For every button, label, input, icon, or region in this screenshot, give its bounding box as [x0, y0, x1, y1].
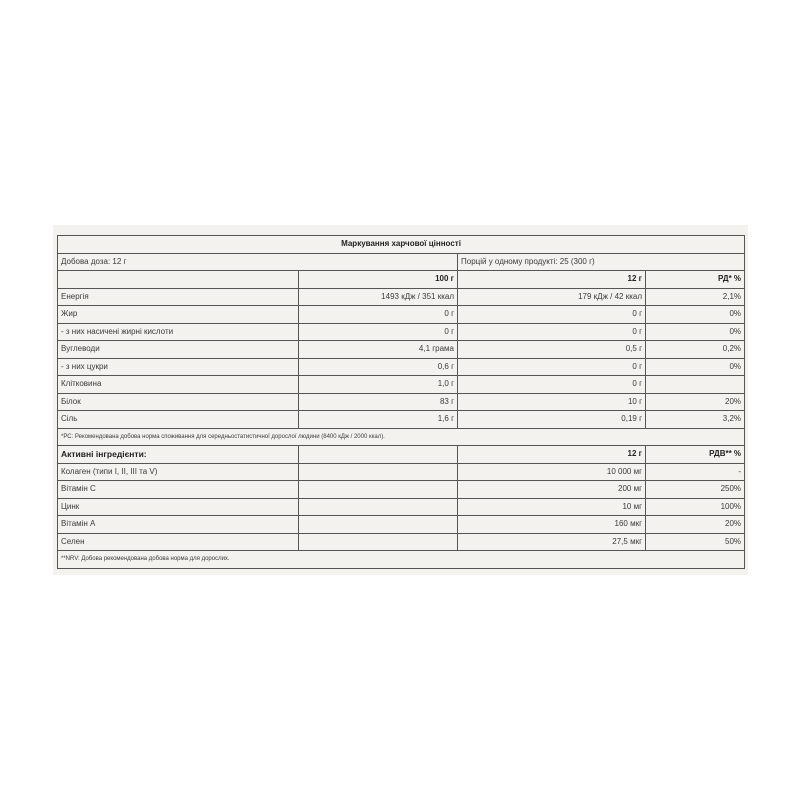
- servings-per-product: Порцій у одному продукті: 25 (300 г): [458, 253, 745, 271]
- table-row: [58, 341, 745, 359]
- value-per-12g: 0,19 г: [458, 411, 646, 429]
- ingredient-rdv: 100%: [646, 498, 745, 516]
- value-rd: 0,2%: [646, 341, 745, 359]
- table-row: [58, 323, 745, 341]
- ingredient-name: Вітамін А: [58, 516, 299, 534]
- header-empty: [58, 271, 299, 289]
- table-row: [58, 358, 745, 376]
- empty-cell: [299, 498, 458, 516]
- empty-cell: [299, 481, 458, 499]
- active-header-rdv-percent: РДВ** %: [646, 446, 745, 464]
- ingredient-per-12g: 160 мкг: [458, 516, 646, 534]
- nutrient-name: Сіль: [58, 411, 299, 429]
- value-per-100g: 0 г: [299, 323, 458, 341]
- value-per-100g: 0 г: [299, 306, 458, 324]
- table-row: [58, 411, 745, 429]
- table-row: [58, 533, 745, 551]
- value-per-100g: 1493 кДж / 351 ккал: [299, 288, 458, 306]
- value-per-12g: 179 кДж / 42 ккал: [458, 288, 646, 306]
- active-header-row: [58, 446, 745, 464]
- active-header-per-12g: 12 г: [458, 446, 646, 464]
- table-row: [58, 481, 745, 499]
- nutrient-name: Білок: [58, 393, 299, 411]
- nutrient-name: - з них цукри: [58, 358, 299, 376]
- daily-dose: Добова доза: 12 г: [58, 253, 458, 271]
- table-row: [58, 288, 745, 306]
- nrv-footnote: **NRV: Добова рекомендована добова норма для дорослих.: [58, 551, 745, 569]
- empty-cell: [299, 516, 458, 534]
- value-rd: 0%: [646, 323, 745, 341]
- header-per-12g: 12 г: [458, 271, 646, 289]
- empty-cell: [299, 533, 458, 551]
- table-row: [58, 306, 745, 324]
- value-rd: 0%: [646, 358, 745, 376]
- value-per-100g: 0,6 г: [299, 358, 458, 376]
- ingredient-rdv: -: [646, 463, 745, 481]
- value-per-12g: 0 г: [458, 306, 646, 324]
- ingredient-name: Селен: [58, 533, 299, 551]
- value-rd: 2,1%: [646, 288, 745, 306]
- value-rd: 0%: [646, 306, 745, 324]
- footnote-row: [58, 428, 745, 446]
- nutrient-name: Жир: [58, 306, 299, 324]
- table-row: [58, 376, 745, 394]
- nutrient-name: - з них насичені жирні кислоти: [58, 323, 299, 341]
- rd-footnote: *РС: Рекомендована добова норма споживання для середньостатистичної дорослої людини (8400 кДж / 2000 ккал).: [58, 428, 745, 446]
- table-row: [58, 393, 745, 411]
- ingredient-per-12g: 10 000 мг: [458, 463, 646, 481]
- ingredient-name: Цинк: [58, 498, 299, 516]
- value-per-12g: 0 г: [458, 323, 646, 341]
- value-per-12g: 0 г: [458, 358, 646, 376]
- table-row: [58, 516, 745, 534]
- empty-cell: [299, 463, 458, 481]
- active-header-empty: [299, 446, 458, 464]
- ingredient-rdv: 50%: [646, 533, 745, 551]
- value-per-12g: 10 г: [458, 393, 646, 411]
- table-title: Маркування харчової цінності: [58, 236, 745, 254]
- value-per-100g: 1,6 г: [299, 411, 458, 429]
- value-per-12g: 0,5 г: [458, 341, 646, 359]
- nutrition-facts-table: [57, 235, 745, 569]
- header-per-100g: 100 г: [299, 271, 458, 289]
- value-rd: 20%: [646, 393, 745, 411]
- dose-row: [58, 253, 745, 271]
- nutrient-name: Клітковина: [58, 376, 299, 394]
- nutrient-name: Енергія: [58, 288, 299, 306]
- ingredient-per-12g: 27,5 мкг: [458, 533, 646, 551]
- table-row: [58, 498, 745, 516]
- value-rd: 3,2%: [646, 411, 745, 429]
- value-rd: [646, 376, 745, 394]
- table-row: [58, 463, 745, 481]
- ingredient-name: Колаген (типи I, II, III та V): [58, 463, 299, 481]
- ingredient-per-12g: 10 мг: [458, 498, 646, 516]
- nutrient-name: Вуглеводи: [58, 341, 299, 359]
- title-row: [58, 236, 745, 254]
- header-rd-percent: РД* %: [646, 271, 745, 289]
- nutrition-header-row: [58, 271, 745, 289]
- value-per-100g: 4,1 грама: [299, 341, 458, 359]
- value-per-12g: 0 г: [458, 376, 646, 394]
- active-ingredients-heading: Активні інгредієнти:: [58, 446, 299, 464]
- footnote-row: [58, 551, 745, 569]
- ingredient-rdv: 250%: [646, 481, 745, 499]
- value-per-100g: 1,0 г: [299, 376, 458, 394]
- ingredient-name: Вітамін С: [58, 481, 299, 499]
- ingredient-per-12g: 200 мг: [458, 481, 646, 499]
- value-per-100g: 83 г: [299, 393, 458, 411]
- ingredient-rdv: 20%: [646, 516, 745, 534]
